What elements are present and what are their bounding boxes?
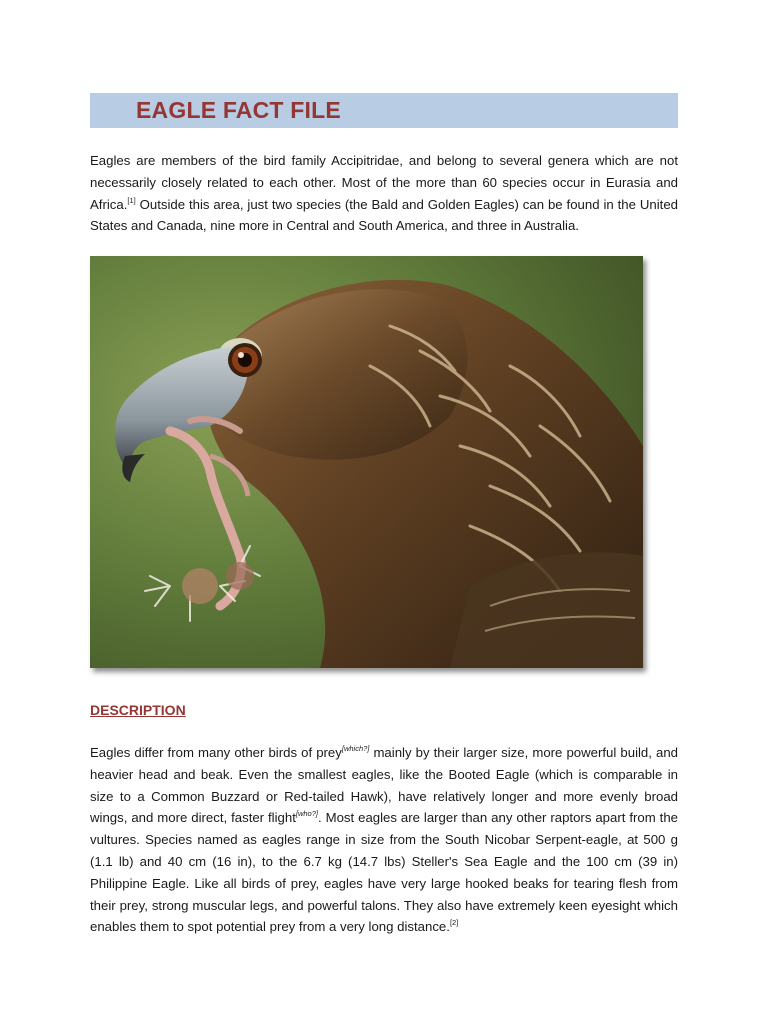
description-text-1: Eagles differ from many other birds of prey xyxy=(90,745,342,760)
section-heading-description: DESCRIPTION xyxy=(90,702,186,718)
description-text-2: mainly by their larger size, more powerful build, and heavier head and beak. Even the smallest eagles, like the Booted Eagle (which is comparable in size to a Common Buzzard or Red-tailed Hawk), have relatively longer and more evenly broad wings, and more direct, faster flight xyxy=(90,745,678,826)
description-text-3: . Most eagles are larger than any other raptors apart from the vultures. Species named as eagles range in size from the South Nicobar Serpent-eagle, at 500 g (1.1 lb) and 40 cm (16 in), to the 6.7 kg (14.7 lbs) Steller's Sea Eagle and the 100 cm (39 in) Philippine Eagle. Like all birds of prey, eagles have very large hooked beaks for tearing flesh from their prey, strong muscular legs, and powerful talons. They also have extremely keen eyesight which enables them to spot potential prey from a very long distance. xyxy=(90,810,678,935)
citation-needed-who[interactable]: [who?] xyxy=(295,809,318,819)
intro-paragraph xyxy=(90,150,678,237)
intro-text-2: Outside this area, just two species (the Bald and Golden Eagles) can be found in the United States and Canada, nine more in Central and South America, and three in Australia. xyxy=(90,196,678,234)
citation-needed-which[interactable]: [which?] xyxy=(341,744,370,753)
title-bar xyxy=(90,93,678,128)
citation-2[interactable]: [2] xyxy=(449,918,459,928)
citation-1[interactable]: [1] xyxy=(127,195,136,205)
description-paragraph xyxy=(90,742,678,938)
page-title: EAGLE FACT FILE xyxy=(136,97,341,123)
intro-text-1: Eagles are members of the bird family Accipitridae, and belong to several genera which are not necessarily closely related to each other. Most of the more than 60 species occur in Eurasia and Africa. xyxy=(90,153,678,212)
eagle-photo xyxy=(90,256,643,668)
